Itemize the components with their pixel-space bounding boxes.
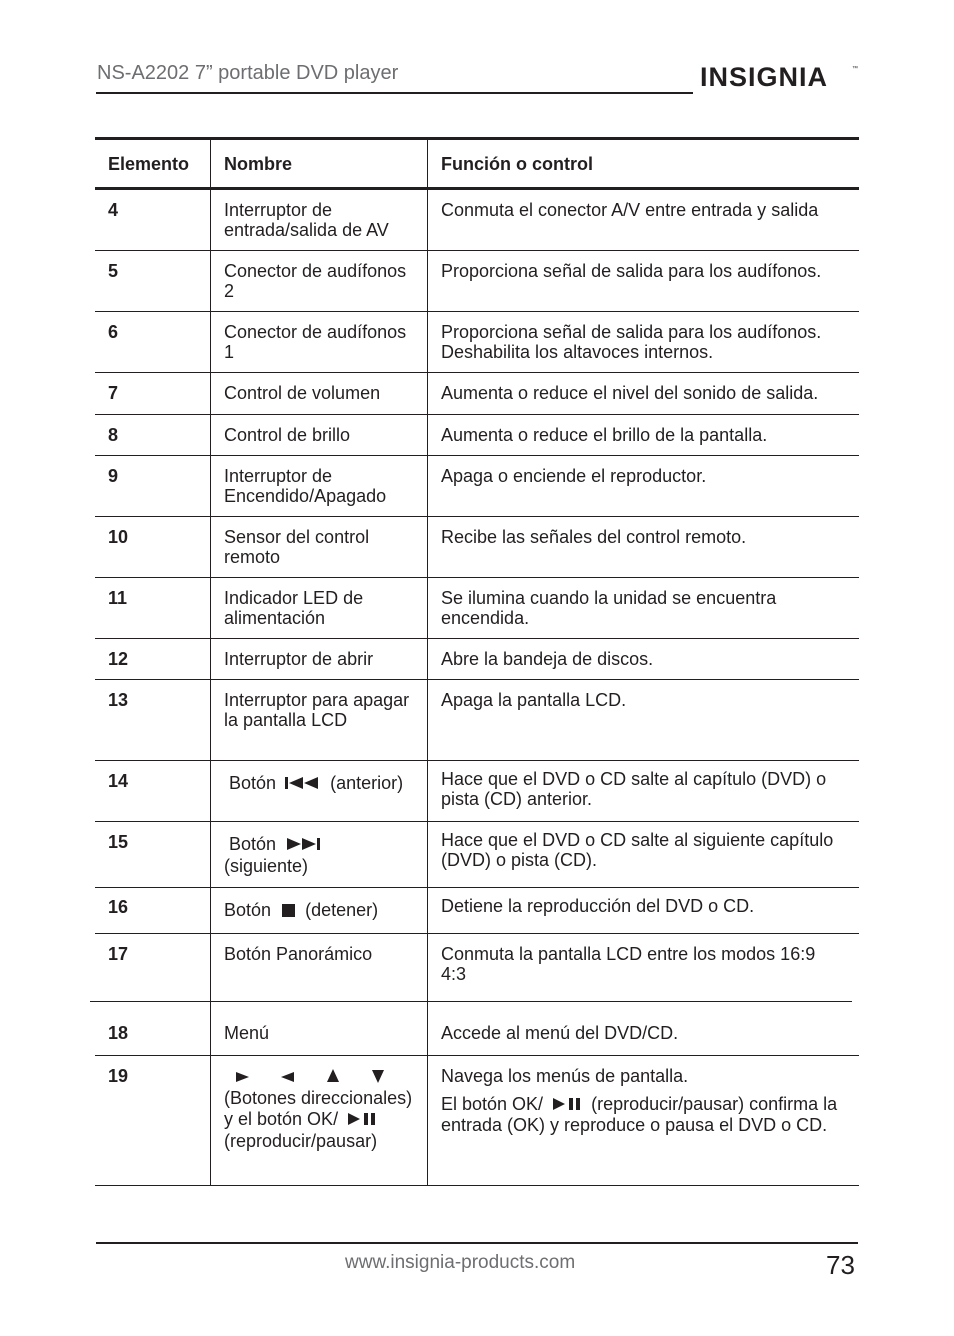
row-name: Indicador LED de alimentación <box>210 578 427 638</box>
row-name <box>210 888 427 933</box>
row-function: Proporciona señal de salida para los audífonos. Deshabilita los altavoces internos. <box>427 312 859 372</box>
row-function: Recibe las señales del control remoto. <box>427 517 859 577</box>
column-header-funcion: Función o control <box>427 140 859 187</box>
row-name: Interruptor de abrir <box>210 639 427 679</box>
row-function: Apaga o enciende el reproductor. <box>427 456 859 516</box>
table-row <box>95 415 859 456</box>
row-name: Botón Panorámico <box>210 934 427 1001</box>
row-number: 8 <box>108 425 119 445</box>
stop-icon <box>280 901 296 921</box>
row-name: Menú <box>210 1002 427 1055</box>
row-function: Conmuta la pantalla LCD entre los modos 16:9 4:3 <box>427 934 852 1001</box>
row-function: Conmuta el conector A/V entre entrada y salida <box>427 190 859 250</box>
row-name: Interruptor de Encendido/Apagado <box>210 456 427 516</box>
row-name <box>210 761 427 821</box>
table-row <box>95 251 859 312</box>
row-number: 12 <box>108 649 129 669</box>
directional-caption: (Botones direccionales) y el botón OK/ <box>224 1087 413 1129</box>
row-function: Proporciona señal de salida para los audífonos. <box>427 251 859 311</box>
row-number: 7 <box>108 383 119 403</box>
table-row <box>90 934 852 1002</box>
button-word: Botón <box>224 900 272 920</box>
row-name: Interruptor para apagar la pantalla LCD <box>210 680 427 760</box>
header-title: NS-A2202 7” portable DVD player <box>97 62 399 84</box>
function-line-2 <box>441 1094 849 1135</box>
table-header <box>95 140 859 190</box>
table-row <box>95 822 859 888</box>
ok-description: (reproducir/pausar) confirma la entrada (OK) y reproduce o pausa el DVD o CD. <box>441 1094 838 1136</box>
table-row <box>95 456 859 517</box>
play-pause-icon <box>347 1110 377 1131</box>
row-number: 14 <box>108 771 129 791</box>
row-number: 17 <box>108 944 129 964</box>
table-row <box>95 888 859 934</box>
row-number: 10 <box>108 527 129 547</box>
button-caption: (siguiente) <box>224 855 309 876</box>
arrow-right-icon <box>236 1067 250 1088</box>
row-number: 6 <box>108 322 119 342</box>
button-word: Botón <box>229 773 277 793</box>
row-function: Detiene la reproducción del DVD o CD. <box>427 888 859 933</box>
row-function: Aumenta o reduce el brillo de la pantalla. <box>427 415 859 455</box>
header-rule <box>96 92 693 94</box>
row-number: 16 <box>108 897 129 917</box>
row-function: Hace que el DVD o CD salte al siguiente capítulo (DVD) o pista (CD). <box>427 822 859 887</box>
table-row <box>95 680 859 761</box>
function-line-1: Navega los menús de pantalla. <box>441 1066 689 1086</box>
table-row <box>95 373 859 415</box>
row-function <box>427 1056 859 1185</box>
arrow-down-icon <box>371 1067 385 1088</box>
table-row <box>95 639 859 680</box>
table-row <box>95 312 859 373</box>
row-name: Sensor del control remoto <box>210 517 427 577</box>
row-number: 19 <box>108 1066 129 1086</box>
table-row <box>95 190 859 251</box>
row-name: Conector de audífonos 1 <box>210 312 427 372</box>
play-pause-icon <box>552 1095 582 1115</box>
row-name: Interruptor de entrada/salida de AV <box>210 190 427 250</box>
brand-trademark: ™ <box>852 66 858 72</box>
page-number: 73 <box>826 1250 855 1280</box>
column-header-nombre: Nombre <box>210 140 427 187</box>
table-row <box>95 578 859 639</box>
row-name: Conector de audífonos 2 <box>210 251 427 311</box>
skip-next-icon <box>285 835 321 856</box>
row-number: 9 <box>108 466 119 486</box>
table-row <box>95 1002 859 1056</box>
arrow-left-icon <box>281 1067 295 1088</box>
row-number: 15 <box>108 832 129 852</box>
table-row <box>95 1056 859 1186</box>
table-row <box>95 761 859 822</box>
skip-previous-icon <box>285 774 321 794</box>
row-number: 5 <box>108 261 119 281</box>
footer-rule <box>96 1242 858 1244</box>
brand-logo: INSIGNIA <box>700 62 829 92</box>
row-number: 18 <box>108 1023 129 1043</box>
row-name: Control de brillo <box>210 415 427 455</box>
row-function: Apaga la pantalla LCD. <box>427 680 859 760</box>
row-name <box>210 822 427 887</box>
column-header-elemento: Elemento <box>108 154 190 174</box>
play-pause-caption: (reproducir/pausar) <box>224 1130 378 1151</box>
table-row <box>95 517 859 578</box>
spec-table <box>95 137 859 1186</box>
row-function: Accede al menú del DVD/CD. <box>427 1002 859 1055</box>
row-number: 13 <box>108 690 129 710</box>
row-function: Hace que el DVD o CD salte al capítulo (DVD) o pista (CD) anterior. <box>427 761 859 821</box>
row-function: Aumenta o reduce el nivel del sonido de salida. <box>427 373 859 414</box>
footer-url: www.insignia-products.com <box>345 1252 576 1273</box>
ok-text: El botón OK/ <box>441 1094 544 1114</box>
row-function: Abre la bandeja de discos. <box>427 639 859 679</box>
row-number: 11 <box>108 588 128 608</box>
button-caption: (anterior) <box>330 773 404 793</box>
row-name <box>210 1056 427 1185</box>
row-number: 4 <box>108 200 119 220</box>
row-function: Se ilumina cuando la unidad se encuentra encendida. <box>427 578 859 638</box>
row-name: Control de volumen <box>210 373 427 414</box>
button-caption: (detener) <box>305 900 379 920</box>
arrow-up-icon <box>326 1067 340 1088</box>
button-word: Botón <box>229 834 277 854</box>
